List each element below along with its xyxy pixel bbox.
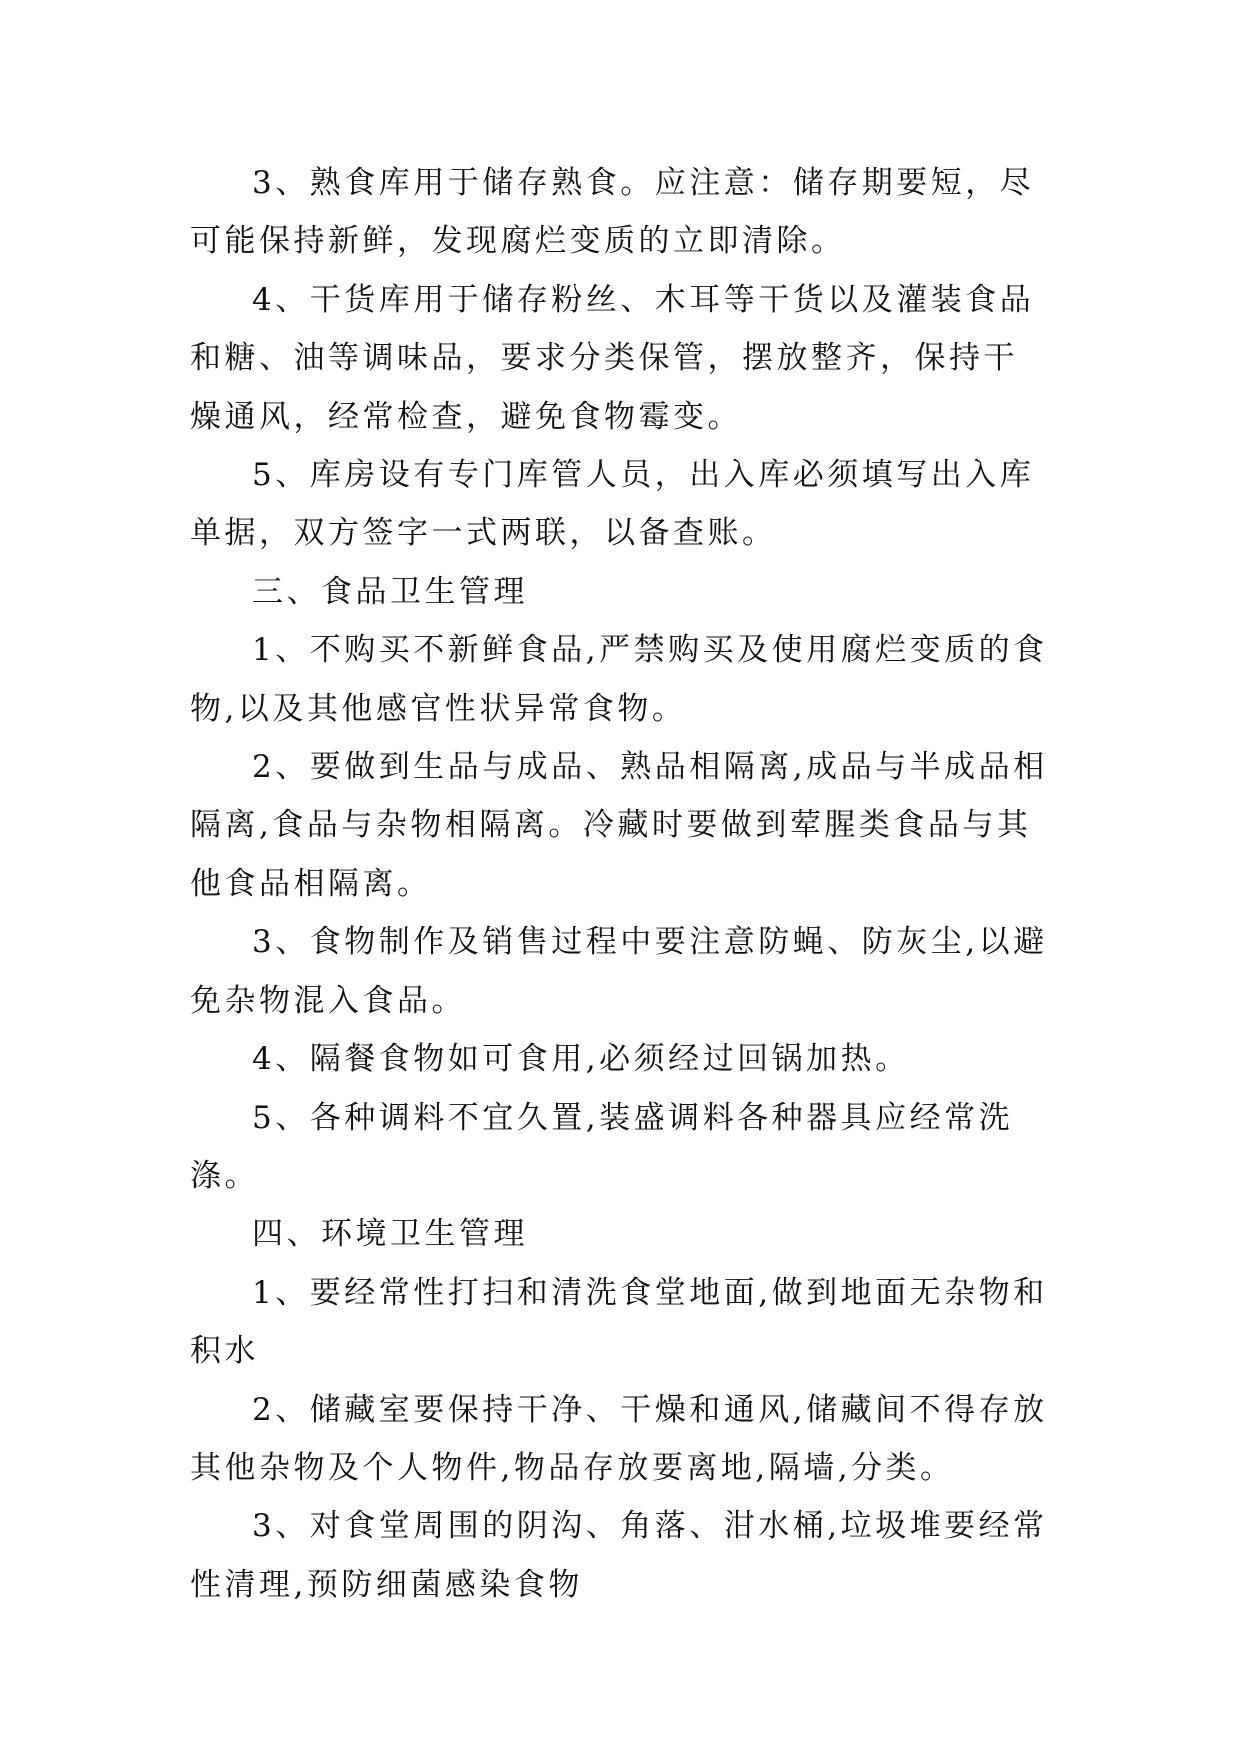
paragraph-no-stale-food: 1、不购买不新鲜食品,严禁购买及使用腐烂变质的食物,以及其他感官性状异常食物。 bbox=[190, 632, 1048, 727]
paragraph-warehouse-keeper: 5、库房设有专门库管人员，出入库必须填写出入库单据，双方签字一式两联，以备查账。 bbox=[190, 457, 1035, 552]
paragraph-cooked-food-storage: 3、熟食库用于储存熟食。应注意：储存期要短，尽可能保持新鲜，发现腐烂变质的立即清除。 bbox=[190, 165, 1035, 260]
paragraph-leftover-reheating: 4、隔餐食物如可食用,必须经过回锅加热。 bbox=[252, 1041, 910, 1078]
paragraph-food-separation: 2、要做到生品与成品、熟品相隔离,成品与半成品相隔离,食品与杂物相隔离。冷藏时要做到荤腥类食品与其他食品相隔离。 bbox=[190, 749, 1048, 902]
paragraph-storage-room: 2、储藏室要保持干净、干燥和通风,储藏间不得存放其他杂物及个人物件,物品存放要离地,隔墙,分类。 bbox=[190, 1391, 1048, 1486]
paragraph-seasoning-storage: 5、各种调料不宜久置,装盛调料各种器具应经常洗涤。 bbox=[190, 1099, 1014, 1194]
paragraph-dry-goods-storage: 4、干货库用于储存粉丝、木耳等干货以及灌装食品和糖、油等调味品，要求分类保管，摆放整齐，保持干燥通风，经常检查，避免食物霉变。 bbox=[190, 281, 1035, 435]
paragraph-fly-dust-prevention: 3、食物制作及销售过程中要注意防蝇、防灰尘,以避免杂物混入食品。 bbox=[190, 924, 1048, 1019]
paragraph-floor-cleaning: 1、要经常性打扫和清洗食堂地面,做到地面无杂物和积水 bbox=[190, 1274, 1048, 1370]
paragraph-surroundings-cleaning: 3、对食堂周围的阴沟、角落、泔水桶,垃圾堆要经常性清理,预防细菌感染食物 bbox=[190, 1508, 1048, 1603]
document-body bbox=[190, 154, 1050, 1614]
section-heading-food-hygiene: 三、食品卫生管理 bbox=[252, 573, 528, 610]
section-heading-environment-hygiene: 四、环境卫生管理 bbox=[252, 1216, 528, 1253]
